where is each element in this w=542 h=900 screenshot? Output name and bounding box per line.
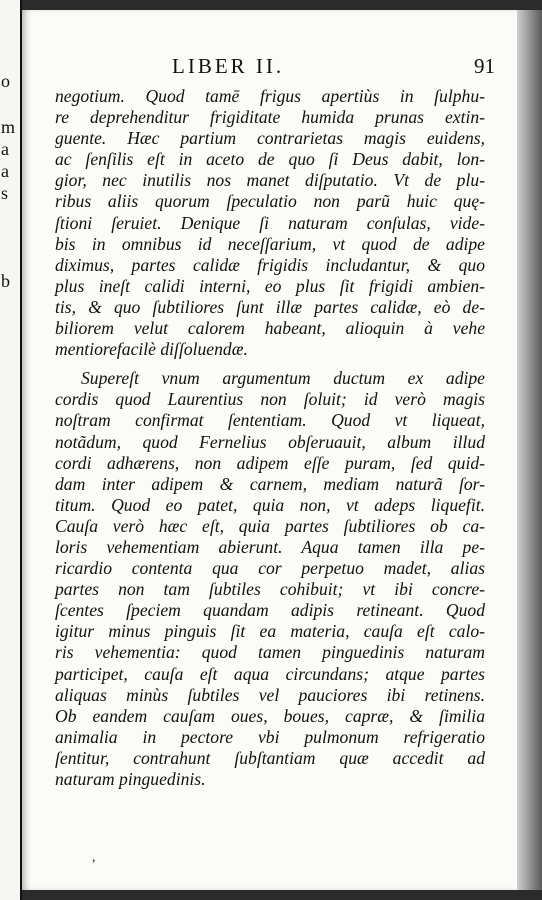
text-line: bis in omnibus id neceſſarium, vt quod de adipe [55, 233, 485, 254]
text-line: cordis quod Laurentius non ſoluit; id verò magis [55, 389, 485, 410]
text-line: negotium. Quod tamē frigus apertiùs in ſulphu- [55, 86, 485, 106]
stray-ink-mark: , [92, 850, 96, 865]
previous-page-fragment: s [1, 183, 9, 203]
text-line: loris vehementiam abierunt. Aqua tamen illa pe- [55, 536, 485, 557]
text-line: ac ſenſilis eſt in aceto de quo ſi Deus dabit, lon- [55, 149, 485, 170]
previous-page-fragment: b [1, 271, 10, 291]
text-line: aliquas minùs ſubtiles vel pauciores ibi retinens. [55, 684, 485, 705]
text-line: Cauſa verò hæc eſt, quia partes ſubtiliores ob ca- [55, 515, 485, 536]
previous-page-fragment: a [1, 161, 9, 181]
text-line: ricardio contenta qua cor perpetuo madet, alias [55, 558, 485, 579]
previous-page-fragment: o [1, 71, 10, 91]
previous-page-fragment: a [1, 139, 9, 159]
text-line: ſtioni ſeruiet. Denique ſi naturam conſulas, vide- [55, 212, 485, 233]
page-number: 91 [474, 54, 495, 78]
book-page [22, 10, 517, 890]
text-line: noſtram confirmat ſententiam. Quod vt liqueat, [55, 410, 485, 431]
text-line: partes non tam ſubtiles cohibuit; vt ibi concre- [55, 579, 485, 600]
paragraph [55, 368, 485, 790]
text-line: mentiorefacilè diſſoluendæ. [55, 339, 248, 360]
text-line: participet, cauſa eſt aqua circundans; atque partes [55, 663, 485, 684]
text-line: naturam pinguedinis. [55, 769, 206, 789]
text-line: tis, & quo ſubtiliores ſunt illæ partes calidæ, eò de- [55, 296, 485, 317]
previous-page-fragment: m [1, 117, 16, 137]
text-line: ribus aliis quorum ſpeculatio non parũ huic quę- [55, 191, 485, 212]
text-line: igitur minus pinguis ſit ea materia, cauſa eſt calo- [55, 621, 485, 642]
body-text [55, 86, 485, 790]
text-line: animalia in pectore vbi pulmonum refrigeratio [55, 726, 485, 747]
text-line: diximus, partes calidæ frigidis includantur, & quo [55, 254, 485, 275]
text-line: dam inter adipem & carnem, mediam naturã ſor- [55, 473, 485, 494]
paragraph-gap [55, 360, 485, 368]
text-line: plus ineſt calidi interni, eo plus ſit frigidi ambien- [55, 275, 485, 296]
previous-page-edge [0, 0, 22, 900]
text-line: notãdum, quod Fernelius obſeruauit, album illud [55, 431, 485, 452]
text-line: Supereſt vnum argumentum ductum ex adipe [81, 368, 485, 389]
text-line: re deprehenditur frigiditate humida prunas extin- [55, 107, 485, 128]
text-line: ſentitur, contrahunt ſubſtantiam quæ accedit ad [55, 747, 485, 768]
text-line: ris vehementia: quod tamen pinguedinis naturam [55, 642, 485, 663]
text-line: titum. Quod eo patet, quia non, vt adeps liquefit. [55, 494, 485, 515]
text-line: Ob eandem cauſam oues, boues, capræ, & ſimilia [55, 705, 485, 726]
text-line: biliorem velut calorem habeant, alioquin à vehe [55, 318, 485, 339]
text-line: gior, nec inutilis nos manet diſputatio. Vt de plu- [55, 170, 485, 191]
text-line: cordi adhærens, non adipem eſſe puram, ſed quid- [55, 452, 485, 473]
text-line: ſcentes ſpeciem quandam adipis retineant. Quod [55, 600, 485, 621]
paragraph [55, 86, 485, 360]
text-line: guente. Hæc partium contrarietas magis euidens, [55, 128, 485, 149]
running-head: LIBER II. [172, 54, 285, 78]
